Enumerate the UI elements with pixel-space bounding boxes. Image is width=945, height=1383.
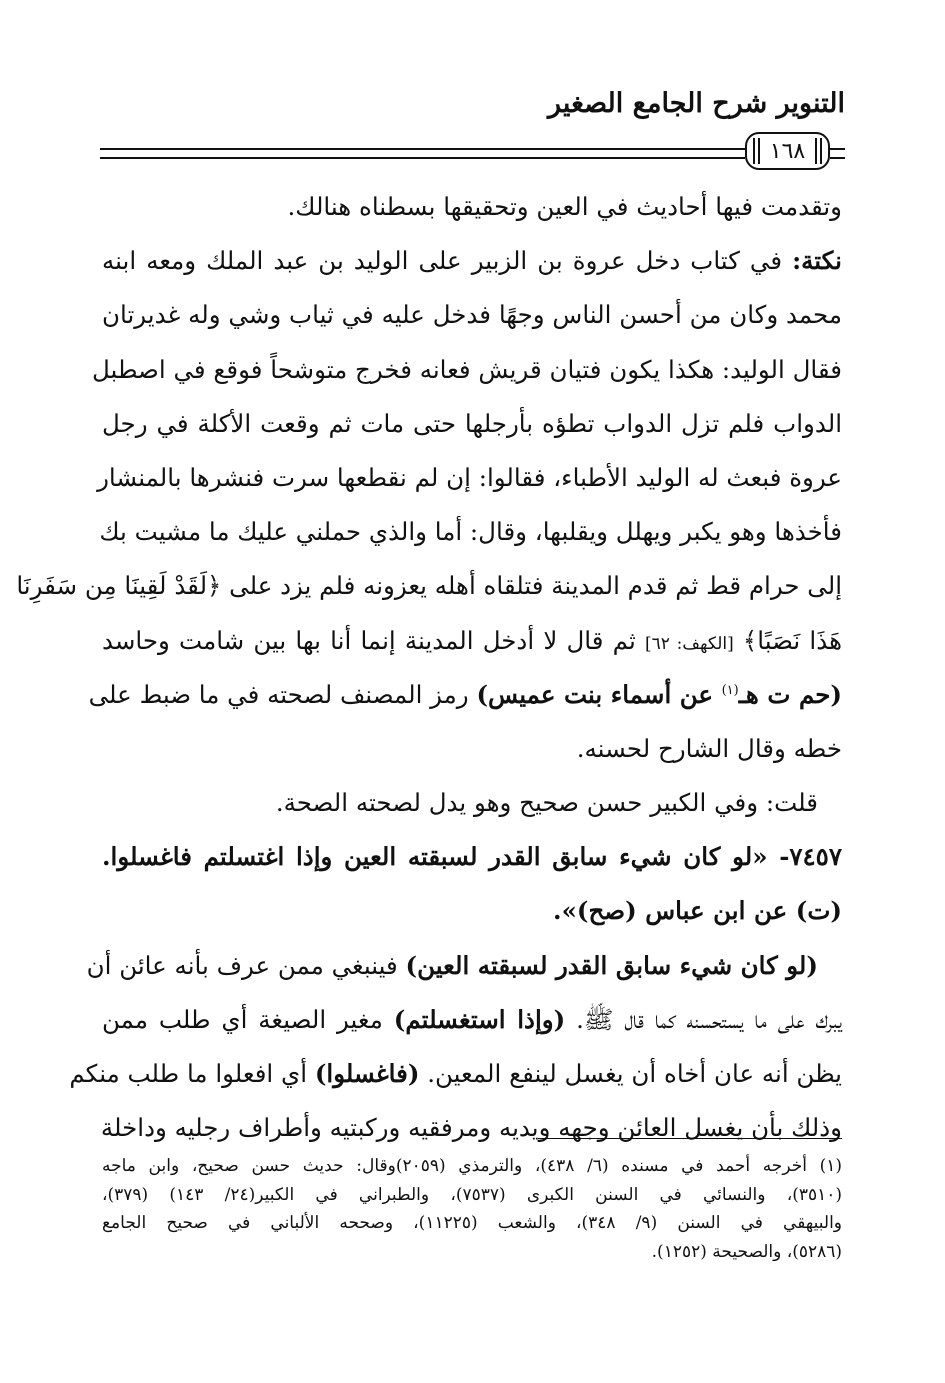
text-line [102,180,842,234]
text-run: مغير الصيغة أي طلب ممن [102,1004,394,1034]
hadith-text: (ت) عن ابن عباس (صح)». [553,896,842,926]
footnote-line [102,1181,842,1210]
text-line [102,776,842,830]
page-number: ١٦٨ [769,138,806,164]
verse-reference: [الكهف: ٦٢] [644,633,734,654]
text-run: وتقدمت فيها أحاديث في العين وتحقيقها بسطناه هنالك. [287,192,842,221]
footnote-text: (٣٥١٠)، والنسائي في السنن الكبرى (٧٥٣٧)، والطبراني في الكبير(٢٤/ ١٤٣) (٣٧٩)، [102,1184,842,1205]
text-run: خطه وقال الشارح لحسنه. [576,733,842,763]
footnote-marker: (١) [721,682,739,698]
hadith-text: ٧٤٥٧- «لو كان شيء سابق القدر لسبقته العين وإذا اغتسلتم فاغسلوا. [102,842,842,872]
quran-verse: هَذَا نَصَبًا﴾ [733,625,842,655]
text-run: فقال الوليد: هكذا يكون فتيان قريش فعانه فخرج متوشحاً فوقع في اصطبل [92,354,842,384]
text-line [102,722,842,776]
text-run: وذلك بأن يغسل العائن وجهه ويديه ومرفقيه وركبتيه وأطراف رجليه وداخلة [100,1113,842,1143]
text-run: فأخذها وهو يكبر ويهلل ويقلبها، وقال: أما والذي حملني عليك ما مشيت بك [99,517,842,547]
main-text [16,180,842,1155]
header-rule-end [830,148,845,159]
text-line [92,343,842,397]
text-run: ثم قال لا أدخل المدينة إنما أنا بها بين شامت وحاسد [102,625,645,655]
text-run: فينبغي ممن عرف بأنه عائن أن [86,950,406,980]
text-run: رمز المصنف لصحته في ما ضبط على [88,679,477,709]
header-rule [100,148,745,159]
footnote-separator [538,1138,842,1139]
footnotes [102,1152,842,1266]
text-line [102,397,842,451]
running-title: التنوير شرح الجامع الصغير [548,88,845,119]
text-line [102,614,842,668]
text-run: عروة فبعث له الوليد الأطباء، فقالوا: إن لم نقطعها سرت فنشرها بالمنشار [97,462,842,492]
quoted-phrase: (لو كان شيء سابق القدر لسبقته العين) [405,950,818,980]
hadith-heading [102,884,842,938]
text-line [16,559,842,613]
hadith-narrator: عن أسماء بنت عميس) [476,679,722,709]
text-line [88,668,842,722]
footnote-text: (١) أخرجه أحمد في مسنده (٦/ ٤٣٨)، والترمذي (٢٠٥٩)وقال: حديث حسن صحيح، وابن ماجه [102,1156,842,1176]
text-line [102,288,842,342]
footnote-line [102,1238,842,1267]
hadith-heading [102,830,842,884]
quoted-phrase: (وإذا استغسلتم) [393,1004,566,1034]
text-run: أي افعلوا ما طلب منكم [69,1059,315,1088]
text-run: يظن أنه عان أخاه أن يغسل لينفع المعين. [419,1059,842,1088]
footnote-text: (٥٢٨٦)، والصحيحة (١٢٥٢). [651,1241,842,1262]
text-line [69,1047,842,1101]
quoted-phrase: (فاغسلوا) [314,1059,420,1088]
text-run: محمد وكان من أحسن الناس وجهًا فدخل عليه في ثياب وشي وله غديرتان [102,300,842,330]
text-line [86,939,842,993]
footnote-line [102,1152,842,1181]
text-line [102,1101,842,1155]
text-run: قلت: وفي الكبير حسن صحيح وهو يدل لصحته الصحة. [275,788,818,818]
text-run: الدواب فلم تزل الدواب تطؤه بأرجلها حتى مات ثم وقعت الأكلة في رجل [102,408,842,438]
text-line [97,451,842,505]
text-run: في كتاب دخل عروة بن الزبير على الوليد بن عبد الملك ومعه ابنه [102,246,793,276]
text-line [102,993,842,1047]
footnote-line [102,1209,842,1238]
text-run: إلى حرام قط ثم قدم المدينة فتلقاه أهله يعزونه فلم يزد على ﴿لَقَدْ لَقِينَا مِن سَفَرِنَا [16,571,842,601]
text-run: يبرك على ما يستحسنه كما قال ﷺ. [565,1004,842,1034]
page-number-frame [745,132,830,170]
note-label: نكتة: [792,246,842,276]
text-line [99,505,842,559]
footnote-text: والبيهقي في السنن (٩/ ٣٤٨)، والشعب (١١٢٢٥)، وصححه الألباني في صحيح الجامع [102,1213,842,1233]
hadith-source: (حم ت هـ [738,679,842,709]
text-line [102,234,842,288]
